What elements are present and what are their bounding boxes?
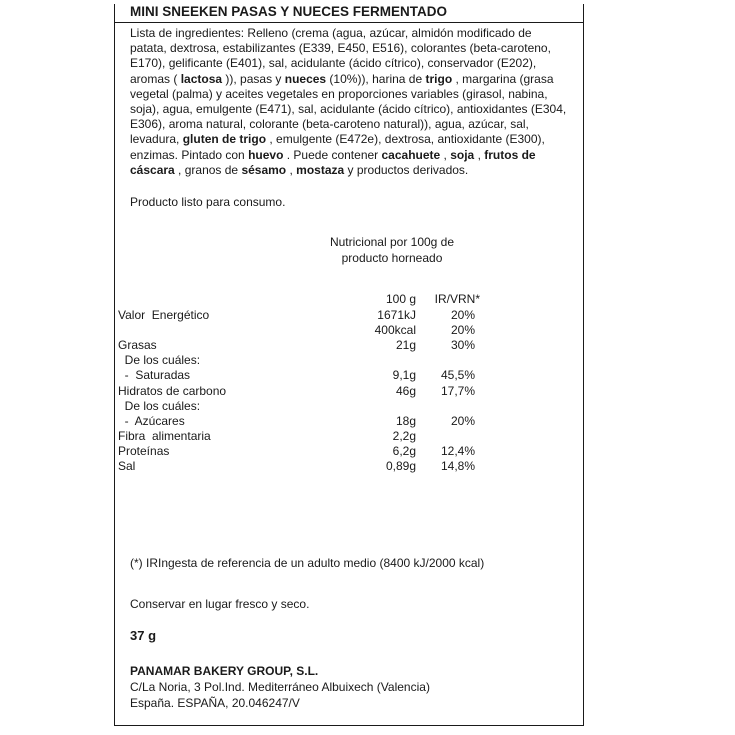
ready-to-eat-note: Producto listo para consumo. — [130, 195, 286, 209]
nutrition-row — [114, 444, 584, 458]
nutrient-reference-percent: 17,7% — [440, 383, 475, 398]
nutrient-value: 18g — [395, 413, 416, 428]
ingredient-text: , — [286, 162, 297, 177]
nutrient-reference-percent: 30% — [450, 338, 475, 353]
nutrient-name: Grasas — [118, 338, 157, 353]
nutrient-value: 6,2g — [392, 443, 416, 458]
nutrient-value: 1671kJ — [377, 308, 416, 322]
nutrition-row — [114, 429, 584, 443]
nutrient-name: - Saturadas — [118, 368, 191, 383]
company-name: PANAMAR BAKERY GROUP, S.L. — [130, 664, 319, 678]
nutrient-value: 21g — [395, 338, 416, 353]
nutrition-row — [114, 399, 584, 413]
nutrition-row — [114, 459, 584, 473]
allergen-text: frutos de cáscara — [130, 147, 536, 177]
ingredient-text: (10%)), harina de — [326, 71, 426, 86]
allergen-text: soja — [450, 147, 475, 162]
nutrient-reference-percent: 14,8% — [440, 459, 475, 473]
nutrition-row — [114, 353, 584, 367]
nutrient-reference-percent: 45,5% — [440, 368, 475, 383]
nutrition-label — [114, 4, 584, 726]
column-header-100g: 100 g — [385, 292, 416, 306]
nutrient-value: 9,1g — [392, 368, 416, 383]
company-registry: España. ESPAÑA, 20.046247/V — [130, 696, 300, 710]
allergen-text: trigo — [425, 71, 453, 86]
nutrition-header — [312, 234, 472, 266]
label-border-bottom — [114, 725, 584, 726]
column-header-ir: IR/VRN* — [434, 292, 480, 306]
allergen-text: cacahuete — [381, 147, 441, 162]
nutrient-name: Fibra alimentaria — [118, 428, 211, 443]
nutrient-name: Valor Energético — [118, 308, 210, 322]
ingredient-text: , granos de — [174, 162, 242, 177]
ingredient-text: , emulgente (E472e), dextrosa, antioxidante (E300), enzimas. Pintado con — [130, 132, 545, 162]
nutrient-name: De los cuáles: — [118, 353, 201, 368]
allergen-text: nueces — [284, 71, 327, 86]
product-title: MINI SNEEKEN PASAS Y NUECES FERMENTADO — [130, 4, 448, 19]
nutrient-value: 2,2g — [392, 428, 416, 443]
nutrient-name: Sal — [118, 459, 136, 473]
nutrient-reference-percent: 20% — [450, 413, 475, 428]
nutrition-row — [114, 414, 584, 428]
nutrient-name: Proteínas — [118, 443, 170, 458]
nutrition-row — [114, 384, 584, 398]
nutrition-column-headers — [114, 292, 584, 306]
nutrition-row — [114, 308, 584, 322]
reference-intake-footnote: (*) IRIngesta de referencia de un adulto medio (8400 kJ/2000 kcal) — [130, 556, 485, 570]
allergen-text: mostaza — [296, 162, 345, 177]
nutrient-reference-percent: 20% — [450, 323, 475, 338]
allergen-text: lactosa — [180, 71, 223, 86]
ingredient-text: y productos derivados. — [344, 162, 469, 177]
nutrition-row — [114, 338, 584, 352]
title-divider — [114, 22, 584, 23]
allergen-text: gluten de trigo — [182, 132, 267, 147]
nutrient-name: - Azúcares — [118, 413, 185, 428]
ingredient-text: Lista de ingredientes: Relleno (crema (agua, azúcar, almidón modificado de patata, dextrosa, estabilizantes (E339, E450, E516), colorantes (beta-caroteno, E170), gelificante (E401), sal, acidulante (ácido cítrico), conservador (E202), aromas ( — [130, 26, 551, 86]
nutrient-value: 46g — [395, 383, 416, 398]
ingredients-list — [130, 26, 570, 178]
allergen-text: sésamo — [241, 162, 287, 177]
nutrition-row — [114, 368, 584, 382]
ingredient-text: , margarina (grasa vegetal (palma) y aceites vegetales en proporciones variables (girasol, nabina, soja), agua, emulgente (E471), sal, acidulante (ácido cítrico), antioxidantes (E304, E306), aroma natural, colorante (beta-caroteno natural)), agua, azúcar, sal, levadura, — [130, 71, 567, 147]
ingredient-text: , — [440, 147, 451, 162]
ingredient-text: . Puede contener — [283, 147, 382, 162]
nutrient-value: 400kcal — [374, 323, 416, 338]
net-weight: 37 g — [130, 628, 157, 643]
ingredient-text: , — [474, 147, 485, 162]
nutrient-name: Hidratos de carbono — [118, 383, 227, 398]
nutrient-reference-percent: 12,4% — [440, 443, 475, 458]
nutrient-name: De los cuáles: — [118, 398, 201, 413]
nutrition-header-line2: producto horneado — [341, 251, 443, 265]
nutrient-reference-percent: 20% — [450, 308, 475, 322]
nutrient-value: 0,89g — [385, 459, 416, 473]
ingredient-text: )), pasas y — [222, 71, 285, 86]
company-address: C/La Noria, 3 Pol.Ind. Mediterráneo Albuixech (Valencia) — [130, 680, 430, 694]
nutrition-header-line1: Nutricional por 100g de — [329, 235, 455, 249]
allergen-text: huevo — [248, 147, 284, 162]
nutrition-row — [114, 323, 584, 337]
storage-instructions: Conservar en lugar fresco y seco. — [130, 597, 310, 611]
